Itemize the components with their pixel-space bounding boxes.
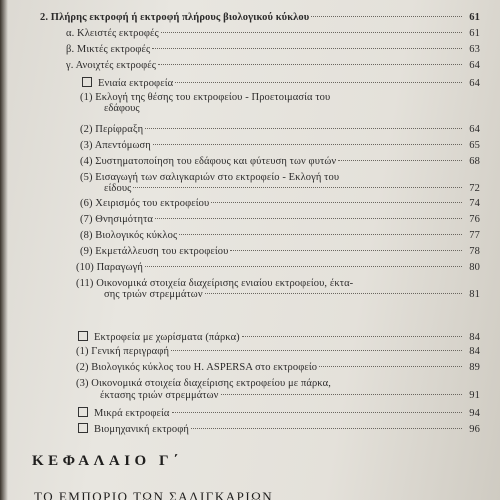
toc-entry-17: (1) Γενική περιγραφή 84: [76, 346, 480, 357]
toc-entry-9: (5) Εισαγωγή των σαλιγκαριών στο εκτροφείο - Εκλογή του: [80, 172, 340, 183]
dot-leader: [311, 16, 462, 17]
dot-leader: [153, 144, 462, 145]
toc-entry-21: Βιομηχανική εκτροφή 96: [78, 422, 480, 436]
dot-leader: [230, 250, 462, 251]
dot-leader: [319, 366, 462, 367]
dot-leader: [158, 64, 462, 65]
toc-entry-0: 2. Πλήρης εκτροφή ή εκτροφή πλήρους βιολογικού κύκλου 61: [40, 12, 480, 23]
dot-leader: [145, 266, 462, 267]
dot-leader: [155, 218, 462, 219]
dot-leader: [152, 48, 462, 49]
chapter-heading: ΚΕΦΑΛΑΙΟ Γ΄: [32, 453, 183, 469]
toc-entry-19-continuation: έκτασης τριών στρεμμάτων 91: [100, 390, 480, 401]
dot-leader: [242, 336, 462, 337]
toc-entry-11: (7) Θνησιμότητα 76: [80, 214, 480, 225]
dot-leader: [175, 82, 462, 83]
dot-leader: [191, 428, 462, 429]
checkbox-square-icon: [78, 407, 88, 417]
chapter-subtitle: ΤΟ ΕΜΠΟΡΙΟ ΤΩΝ ΣΑΛΙΓΚΑΡΙΩΝ: [34, 489, 274, 500]
toc-entry-18: (2) Βιολογικός κύκλος του H. ASPERSA στο εκτροφείο 89: [76, 362, 480, 373]
dot-leader: [133, 187, 462, 188]
toc-entry-14: (10) Παραγωγή 80: [76, 262, 480, 273]
checkbox-square-icon: [78, 423, 88, 433]
toc-entry-20: Μικρά εκτροφεία 94: [78, 406, 480, 420]
dot-leader: [172, 412, 462, 413]
toc-entry-15: (11) Οικονομικά στοιχεία διαχείρισης ενιαίου εκτροφείου, έκτα-: [76, 278, 354, 289]
dot-leader: [171, 350, 462, 351]
toc-entry-3: γ. Ανοιχτές εκτροφές 64: [66, 60, 480, 71]
dot-leader: [161, 32, 462, 33]
dot-leader: [205, 293, 462, 294]
toc-entry-7: (3) Απεντόμωση 65: [80, 140, 480, 151]
checkbox-square-icon: [82, 77, 92, 87]
toc-entry-6: (2) Περίφραξη 64: [80, 124, 480, 135]
toc-entry-15-continuation: σης τριών στρεμμάτων 81: [104, 289, 480, 300]
dot-leader: [338, 160, 462, 161]
toc-entry-2: β. Μικτές εκτροφές 63: [66, 44, 480, 55]
toc-entry-13: (9) Εκμετάλλευση του εκτροφείου 78: [80, 246, 480, 257]
dot-leader: [179, 234, 462, 235]
dot-leader: [221, 394, 463, 395]
toc-entry-9-continuation: είδους 72: [104, 183, 480, 194]
toc-entry-16: Εκτροφεία με χωρίσματα (πάρκα) 84: [78, 330, 480, 344]
dot-leader: [211, 202, 462, 203]
toc-entry-10: (6) Χειρισμός του εκτροφείου 74: [80, 198, 480, 209]
toc-entry-12: (8) Βιολογικός κύκλος 77: [80, 230, 480, 241]
dot-leader: [145, 128, 462, 129]
toc-entry-4: Ενιαία εκτροφεία 64: [82, 76, 480, 90]
checkbox-square-icon: [78, 331, 88, 341]
toc-entry-8: (4) Συστηματοποίηση του εδάφους και φύτευση των φυτών 68: [80, 156, 480, 167]
toc-entry-5-continuation: εδάφους: [104, 103, 140, 114]
toc-entry-19: (3) Οικονομικά στοιχεία διαχείρισης εκτροφείου με πάρκα,: [76, 378, 331, 389]
toc-entry-5: (1) Εκλογή της θέσης του εκτροφείου - Προετοιμασία του: [80, 92, 331, 103]
toc-entry-1: α. Κλειστές εκτροφές 61: [66, 28, 480, 39]
